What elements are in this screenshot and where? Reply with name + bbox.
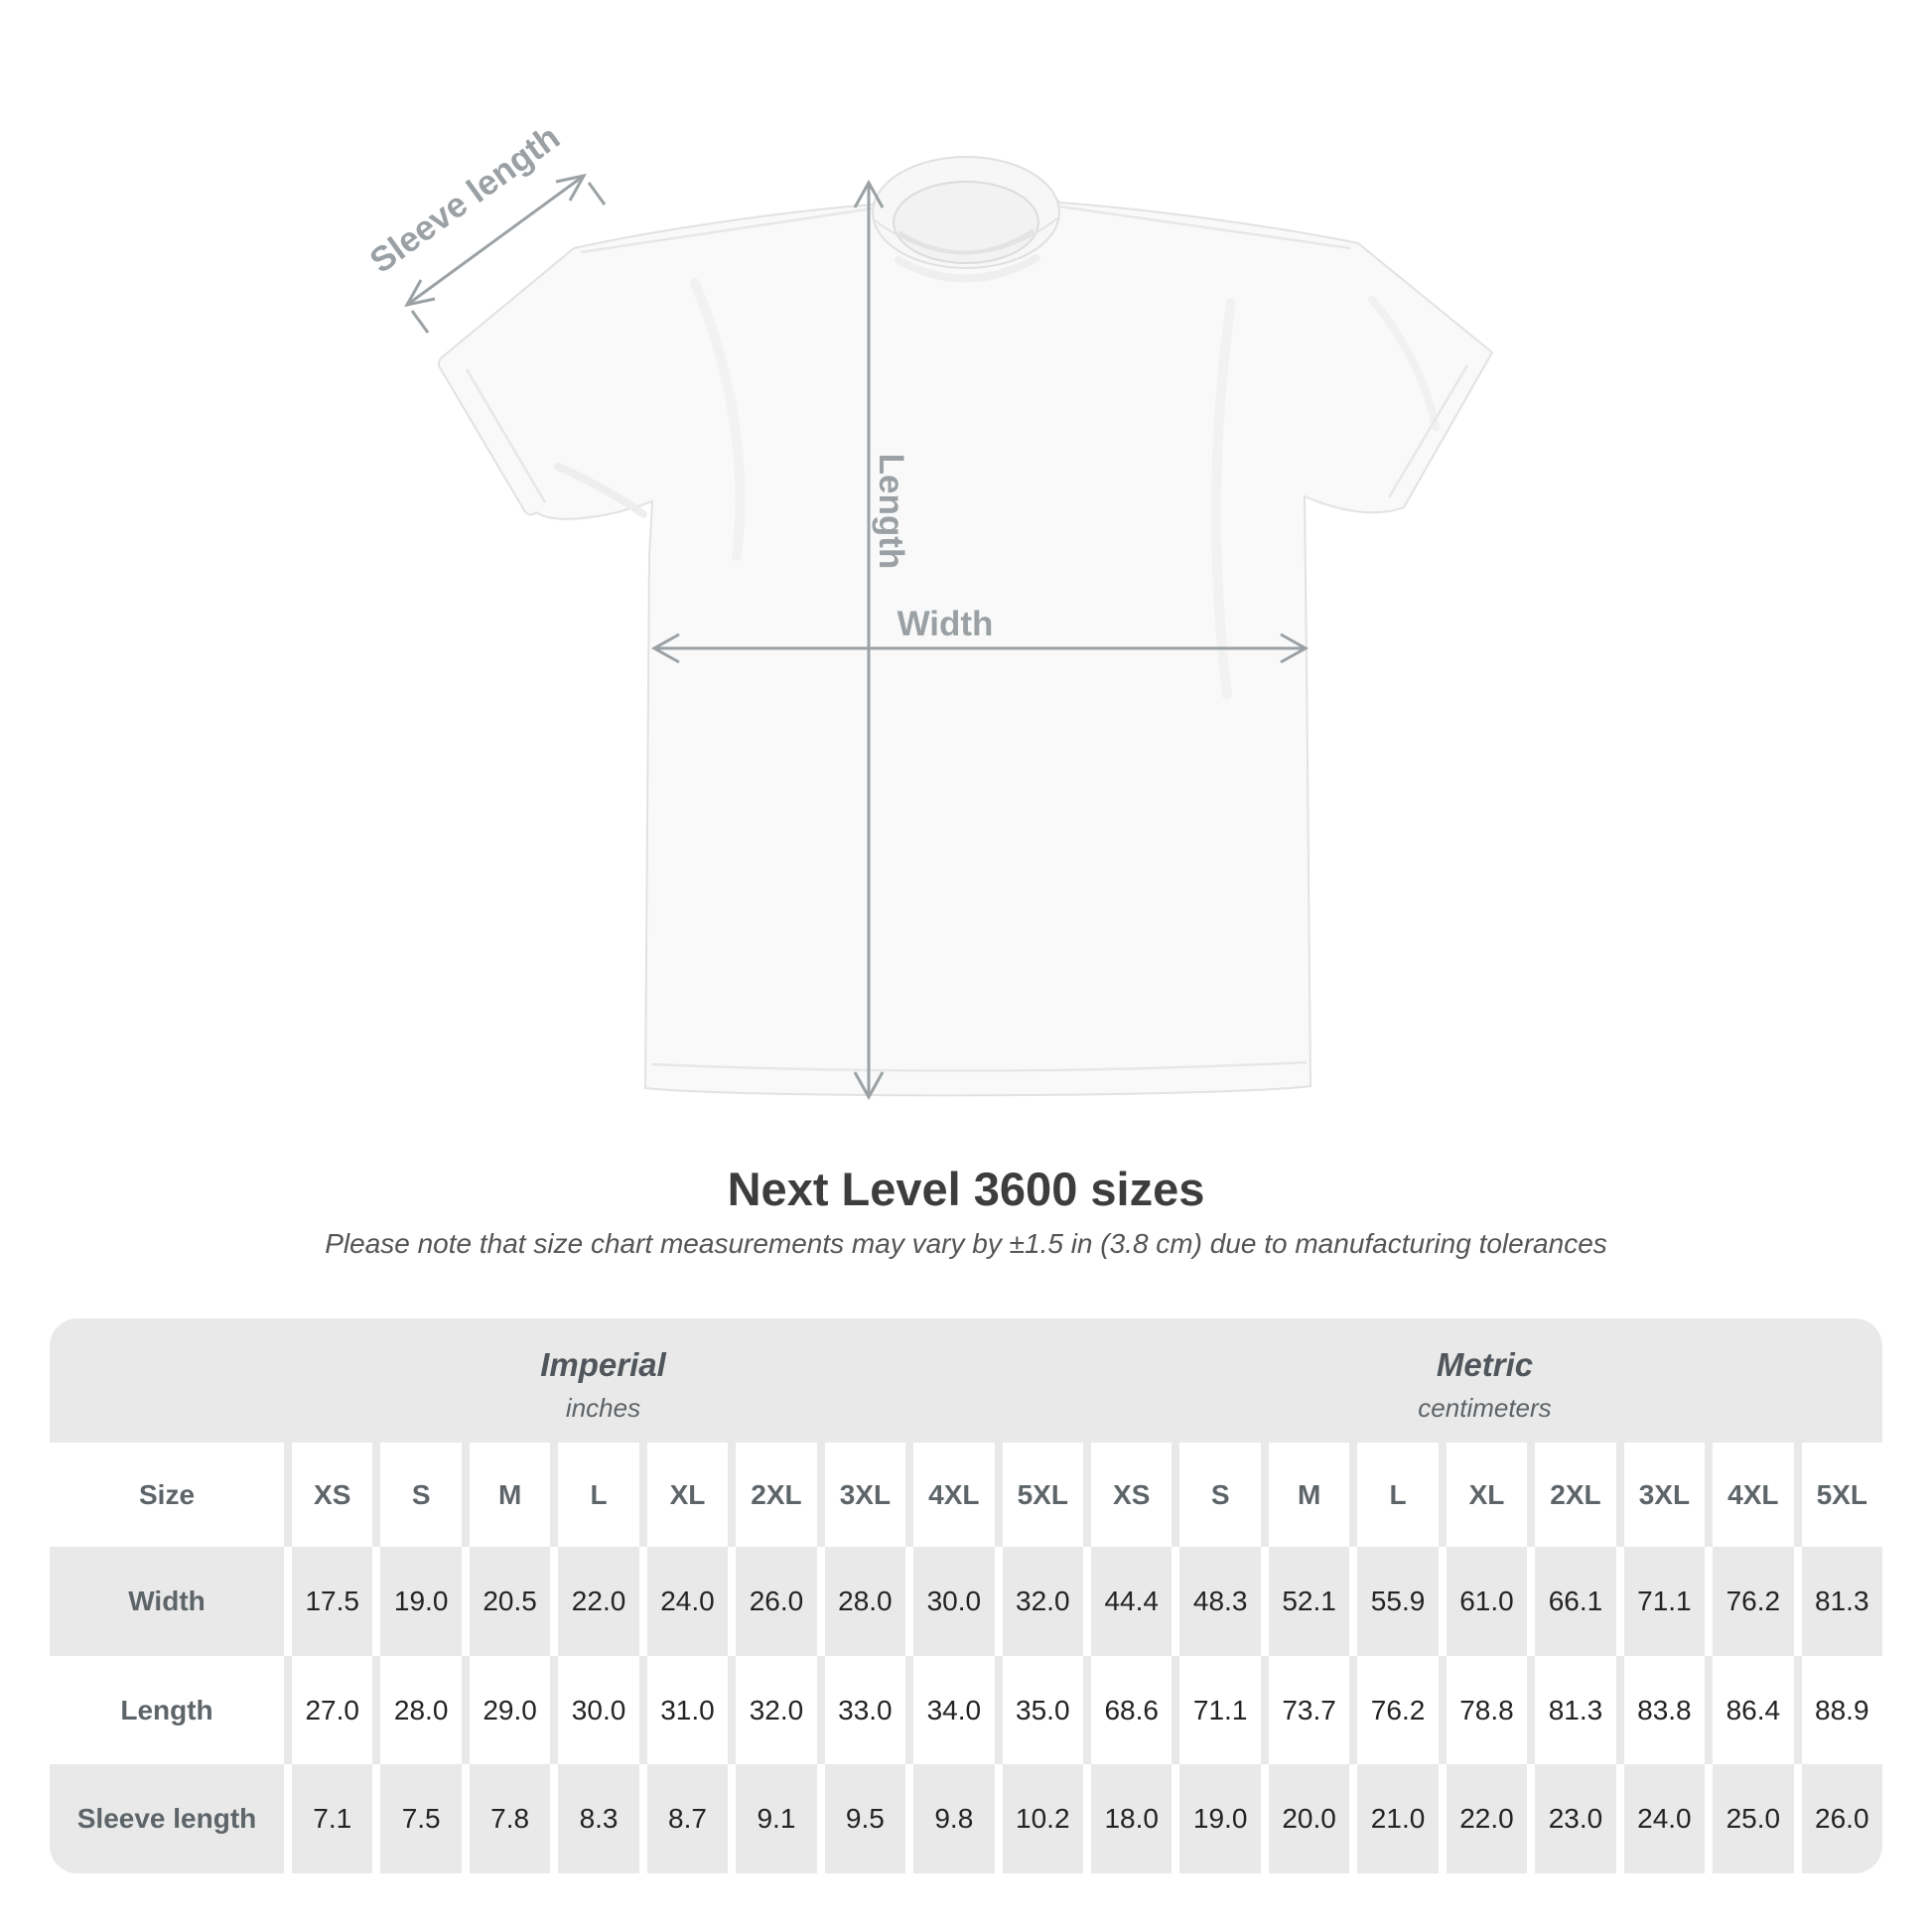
sleeve-length-row: [50, 1764, 1882, 1873]
metric-unit: centimeters: [1418, 1392, 1552, 1423]
measurement-cell: 78.8: [1447, 1656, 1527, 1764]
measurement-cell: 7.1: [292, 1764, 372, 1873]
measurement-cell: 20.5: [470, 1547, 550, 1656]
measurement-cell: 86.4: [1713, 1656, 1793, 1764]
size-header-cell: 4XL: [1713, 1443, 1793, 1547]
measurement-cell: 44.4: [1091, 1547, 1172, 1656]
tolerance-note: Please note that size chart measurements may vary by ±1.5 in (3.8 cm) due to manufacturing tolerances: [325, 1228, 1607, 1259]
measurement-cell: 55.9: [1357, 1547, 1438, 1656]
measurement-cell: 33.0: [825, 1656, 905, 1764]
measurement-cell: 19.0: [1179, 1764, 1260, 1873]
measurement-cell: 7.5: [380, 1764, 461, 1873]
measurement-cell: 76.2: [1713, 1547, 1793, 1656]
measurement-cell: 21.0: [1357, 1764, 1438, 1873]
measurement-cell: 9.1: [736, 1764, 816, 1873]
measurement-cell: 19.0: [380, 1547, 461, 1656]
size-header-cell: M: [1269, 1443, 1349, 1547]
measurement-cell: 23.0: [1535, 1764, 1615, 1873]
row-label-length: Length: [50, 1656, 284, 1764]
size-header-cell: 5XL: [1802, 1443, 1882, 1547]
measurement-cell: 68.6: [1091, 1656, 1172, 1764]
size-header-cell: XS: [1091, 1443, 1172, 1547]
measurement-cell: 10.2: [1003, 1764, 1083, 1873]
measurement-cell: 26.0: [736, 1547, 816, 1656]
measurement-cell: 7.8: [470, 1764, 550, 1873]
measurement-cell: 8.7: [647, 1764, 728, 1873]
measurement-cell: 32.0: [1003, 1547, 1083, 1656]
measurement-cell: 24.0: [1624, 1764, 1705, 1873]
measurement-cell: 20.0: [1269, 1764, 1349, 1873]
measurement-cell: 26.0: [1802, 1764, 1882, 1873]
collar: [873, 157, 1059, 268]
row-label-size: Size: [50, 1443, 284, 1547]
row-label-sleeve: Sleeve length: [50, 1764, 284, 1873]
measurement-cell: 22.0: [558, 1547, 638, 1656]
size-header-cell: L: [1357, 1443, 1438, 1547]
measurement-cell: 52.1: [1269, 1547, 1349, 1656]
size-header-cell: L: [558, 1443, 638, 1547]
measurement-cell: 17.5: [292, 1547, 372, 1656]
size-header-cell: 4XL: [913, 1443, 994, 1547]
measurement-cell: 18.0: [1091, 1764, 1172, 1873]
size-header-cell: 5XL: [1003, 1443, 1083, 1547]
measurement-cell: 83.8: [1624, 1656, 1705, 1764]
size-chart-table: [50, 1318, 1882, 1873]
measurement-cell: 66.1: [1535, 1547, 1615, 1656]
width-label: Width: [897, 605, 994, 643]
measurement-cell: 28.0: [380, 1656, 461, 1764]
measurement-cell: 76.2: [1357, 1656, 1438, 1764]
measurement-cell: 29.0: [470, 1656, 550, 1764]
measurement-cell: 48.3: [1179, 1547, 1260, 1656]
measurement-cell: 71.1: [1179, 1656, 1260, 1764]
measurement-cell: 34.0: [913, 1656, 994, 1764]
measurement-cell: 30.0: [913, 1547, 994, 1656]
measurement-cell: 71.1: [1624, 1547, 1705, 1656]
measurement-cell: 32.0: [736, 1656, 816, 1764]
metric-header: [1087, 1318, 1882, 1443]
measurement-cell: 22.0: [1447, 1764, 1527, 1873]
measurement-cell: 61.0: [1447, 1547, 1527, 1656]
measurement-cell: 35.0: [1003, 1656, 1083, 1764]
measurement-cell: 9.8: [913, 1764, 994, 1873]
measurement-cell: 31.0: [647, 1656, 728, 1764]
imperial-name: Imperial: [540, 1345, 666, 1383]
size-header-cell: XL: [1447, 1443, 1527, 1547]
size-header-cell: 3XL: [825, 1443, 905, 1547]
measurement-cell: 9.5: [825, 1764, 905, 1873]
size-header-cell: S: [1179, 1443, 1260, 1547]
width-row: [50, 1547, 1882, 1656]
measurement-cell: 30.0: [558, 1656, 638, 1764]
measurement-cell: 27.0: [292, 1656, 372, 1764]
measurement-cell: 88.9: [1802, 1656, 1882, 1764]
measurement-cell: 81.3: [1802, 1547, 1882, 1656]
imperial-unit: inches: [565, 1392, 641, 1423]
size-header-cell: XS: [292, 1443, 372, 1547]
size-header-cell: S: [380, 1443, 461, 1547]
size-header-cell: XL: [647, 1443, 728, 1547]
size-header-cell: 2XL: [1535, 1443, 1615, 1547]
unit-band: [50, 1318, 1882, 1443]
page-title: Next Level 3600 sizes: [727, 1163, 1205, 1215]
sleeve-length-label: Sleeve length: [362, 117, 567, 281]
length-label: Length: [872, 453, 910, 570]
measurement-cell: 28.0: [825, 1547, 905, 1656]
measurement-cell: 8.3: [558, 1764, 638, 1873]
row-label-width: Width: [50, 1547, 284, 1656]
measurement-cell: 81.3: [1535, 1656, 1615, 1764]
measurement-cell: 73.7: [1269, 1656, 1349, 1764]
imperial-header: [50, 1318, 1087, 1443]
size-header-cell: 2XL: [736, 1443, 816, 1547]
measurement-cell: 25.0: [1713, 1764, 1793, 1873]
size-header-row: [50, 1443, 1882, 1547]
size-header-cell: 3XL: [1624, 1443, 1705, 1547]
size-header-cell: M: [470, 1443, 550, 1547]
metric-name: Metric: [1436, 1345, 1534, 1383]
measurement-cell: 24.0: [647, 1547, 728, 1656]
length-row: [50, 1656, 1882, 1764]
